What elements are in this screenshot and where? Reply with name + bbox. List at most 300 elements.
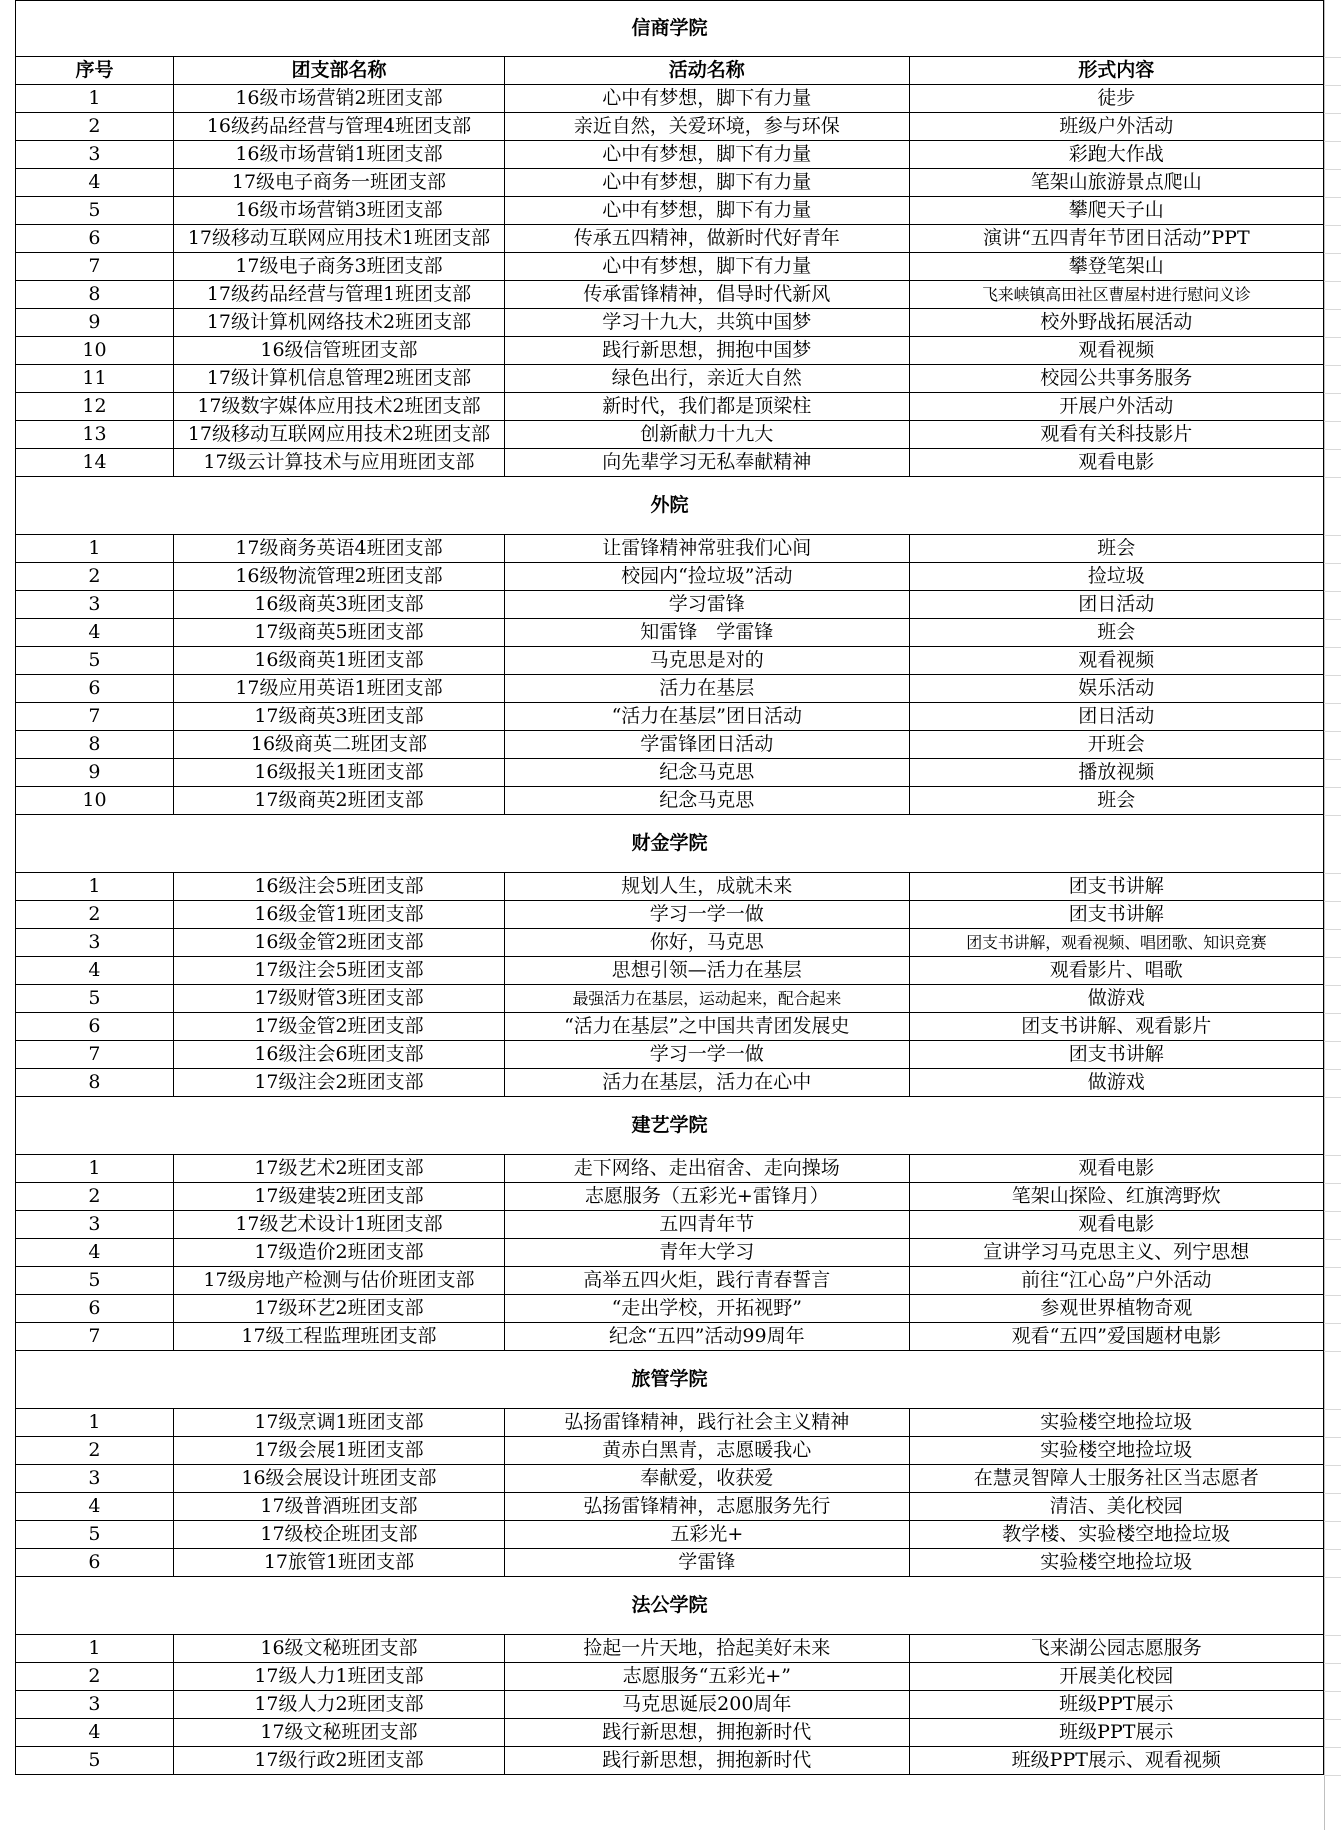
table-row: [16, 929, 1324, 957]
branch-name-cell: 17级环艺2班团支部: [173, 1295, 504, 1323]
format-content-cell: 飞来峡镇高田社区曹屋村进行慰问义诊: [909, 281, 1323, 309]
table-row: [16, 141, 1324, 169]
row-index-cell: 12: [16, 393, 174, 421]
row-index-cell: 13: [16, 421, 174, 449]
sheet-gridline: [1324, 1493, 1341, 1494]
format-content-cell: 观看影片、唱歌: [909, 957, 1323, 985]
activity-name-cell: 践行新思想，拥抱中国梦: [505, 337, 910, 365]
sheet-gridline: [1324, 1465, 1341, 1466]
activity-name-cell: 创新献力十九大: [505, 421, 910, 449]
format-content-cell: 攀爬天子山: [909, 197, 1323, 225]
activity-name-cell: 知雷锋 学雷锋: [505, 619, 910, 647]
row-index-cell: 6: [16, 675, 174, 703]
sheet-gridline: [1324, 1691, 1341, 1692]
row-index-cell: 3: [16, 141, 174, 169]
header-row: [16, 57, 1324, 85]
table-row: [16, 591, 1324, 619]
activity-name-cell: 志愿服务（五彩光+雷锋月）: [505, 1183, 910, 1211]
format-content-cell: 在慧灵智障人士服务社区当志愿者: [909, 1465, 1323, 1493]
sheet-gridline: [1324, 113, 1341, 114]
branch-name-cell: 17级移动互联网应用技术2班团支部: [173, 421, 504, 449]
table-row: [16, 1323, 1324, 1351]
sheet-gridline: [1324, 1211, 1341, 1212]
table-row: [16, 1267, 1324, 1295]
format-content-cell: 前往“江心岛”户外活动: [909, 1267, 1323, 1295]
sheet-gridline: [1324, 1663, 1341, 1664]
format-content-cell: 开展美化校园: [909, 1663, 1323, 1691]
table-row: [16, 901, 1324, 929]
activity-name-cell: 心中有梦想，脚下有力量: [505, 253, 910, 281]
activity-name-cell: 马克思诞辰200周年: [505, 1691, 910, 1719]
branch-name-cell: 17级财管3班团支部: [173, 985, 504, 1013]
activity-name-cell: 纪念马克思: [505, 787, 910, 815]
format-content-cell: 观看有关科技影片: [909, 421, 1323, 449]
row-index-cell: 2: [16, 1437, 174, 1465]
format-content-cell: 团支书讲解: [909, 1041, 1323, 1069]
activity-name-cell: 校园内“捡垃圾”活动: [505, 563, 910, 591]
sheet-gridline: [1324, 873, 1341, 874]
sheet-gridline: [1324, 253, 1341, 254]
row-index-cell: 5: [16, 1267, 174, 1295]
row-index-cell: 3: [16, 1211, 174, 1239]
sheet-gridline: [1324, 57, 1341, 58]
table-row: [16, 619, 1324, 647]
row-index-cell: 9: [16, 309, 174, 337]
branch-name-cell: 17级金管2班团支部: [173, 1013, 504, 1041]
format-content-cell: 团日活动: [909, 703, 1323, 731]
table-row: [16, 1069, 1324, 1097]
activity-name-cell: 捡起一片天地，拾起美好未来: [505, 1635, 910, 1663]
table-row: [16, 1211, 1324, 1239]
row-index-cell: 6: [16, 1013, 174, 1041]
activity-name-cell: 志愿服务“五彩光+”: [505, 1663, 910, 1691]
row-index-cell: 6: [16, 1549, 174, 1577]
row-index-cell: 7: [16, 1323, 174, 1351]
table-row: [16, 1409, 1324, 1437]
sheet-gridline: [1324, 985, 1341, 986]
row-index-cell: 4: [16, 957, 174, 985]
activity-name-cell: 纪念“五四”活动99周年: [505, 1323, 910, 1351]
activity-name-cell: 亲近自然，关爱环境，参与环保: [505, 113, 910, 141]
sheet-gridline: [1324, 731, 1341, 732]
branch-name-cell: 17级人力2班团支部: [173, 1691, 504, 1719]
activity-name-cell: 五四青年节: [505, 1211, 910, 1239]
format-content-cell: 班级户外活动: [909, 113, 1323, 141]
branch-name-cell: 16级注会6班团支部: [173, 1041, 504, 1069]
table-row: [16, 703, 1324, 731]
column-header: 活动名称: [505, 57, 910, 85]
row-index-cell: 8: [16, 281, 174, 309]
table-row: [16, 281, 1324, 309]
table-row: [16, 1437, 1324, 1465]
sheet-gridline: [1324, 1013, 1341, 1014]
sheet-gridline: [1324, 1183, 1341, 1184]
format-content-cell: 实验楼空地捡垃圾: [909, 1549, 1323, 1577]
branch-name-cell: 17级房地产检测与估价班团支部: [173, 1267, 504, 1295]
sheet-gridline: [1324, 703, 1341, 704]
branch-name-cell: 16级金管2班团支部: [173, 929, 504, 957]
branch-name-cell: 17级普酒班团支部: [173, 1493, 504, 1521]
activity-name-cell: 传承五四精神，做新时代好青年: [505, 225, 910, 253]
sheet-gridline: [1324, 1323, 1341, 1324]
row-index-cell: 2: [16, 901, 174, 929]
branch-name-cell: 17级云计算技术与应用班团支部: [173, 449, 504, 477]
table-row: [16, 1013, 1324, 1041]
branch-name-cell: 16级信管班团支部: [173, 337, 504, 365]
branch-name-cell: 17级注会5班团支部: [173, 957, 504, 985]
format-content-cell: 观看视频: [909, 337, 1323, 365]
section-title-row: [16, 1577, 1324, 1635]
branch-name-cell: 17级数字媒体应用技术2班团支部: [173, 393, 504, 421]
table-row: [16, 1041, 1324, 1069]
activity-name-cell: 你好，马克思: [505, 929, 910, 957]
row-index-cell: 6: [16, 225, 174, 253]
activity-name-cell: 心中有梦想，脚下有力量: [505, 169, 910, 197]
sheet-gridline: [1324, 1409, 1341, 1410]
branch-name-cell: 16级文秘班团支部: [173, 1635, 504, 1663]
column-header: 序号: [16, 57, 174, 85]
sheet-gridline: [1324, 619, 1341, 620]
table-row: [16, 957, 1324, 985]
activity-name-cell: 践行新思想，拥抱新时代: [505, 1747, 910, 1775]
format-content-cell: 清洁、美化校园: [909, 1493, 1323, 1521]
section-title: 信商学院: [16, 1, 1324, 57]
section-title-row: [16, 477, 1324, 535]
section-title: 外院: [16, 477, 1324, 535]
row-index-cell: 9: [16, 759, 174, 787]
branch-name-cell: 16级商英1班团支部: [173, 647, 504, 675]
sheet-gridline: [1324, 563, 1341, 564]
sheet-gridline: [1324, 815, 1341, 816]
sheet-gridline: [1324, 169, 1341, 170]
sheet-gridline: [1324, 1577, 1341, 1578]
activity-table: [15, 0, 1324, 1775]
branch-name-cell: 17级应用英语1班团支部: [173, 675, 504, 703]
activity-name-cell: 马克思是对的: [505, 647, 910, 675]
activity-table-body: [16, 1, 1324, 1775]
sheet-gridline: [1324, 1437, 1341, 1438]
branch-name-cell: 17级商务英语4班团支部: [173, 535, 504, 563]
section-title: 法公学院: [16, 1577, 1324, 1635]
activity-name-cell: 传承雷锋精神，倡导时代新风: [505, 281, 910, 309]
sheet-gridline: [1324, 759, 1341, 760]
row-index-cell: 1: [16, 1635, 174, 1663]
section-title-row: [16, 1097, 1324, 1155]
format-content-cell: 班会: [909, 535, 1323, 563]
activity-name-cell: 新时代，我们都是顶梁柱: [505, 393, 910, 421]
table-row: [16, 985, 1324, 1013]
table-row: [16, 1155, 1324, 1183]
activity-name-cell: 心中有梦想，脚下有力量: [505, 197, 910, 225]
branch-name-cell: 16级商英3班团支部: [173, 591, 504, 619]
activity-name-cell: 向先辈学习无私奉献精神: [505, 449, 910, 477]
format-content-cell: 开班会: [909, 731, 1323, 759]
sheet-gridline: [1324, 477, 1341, 478]
format-content-cell: 团支书讲解: [909, 873, 1323, 901]
sheet-gridline: [1324, 1267, 1341, 1268]
sheet-gridline: [1324, 1041, 1341, 1042]
branch-name-cell: 17级工程监理班团支部: [173, 1323, 504, 1351]
activity-name-cell: 践行新思想，拥抱新时代: [505, 1719, 910, 1747]
sheet-gridline: [1324, 535, 1341, 536]
row-index-cell: 11: [16, 365, 174, 393]
sheet-gridline: [1324, 1239, 1341, 1240]
format-content-cell: 团日活动: [909, 591, 1323, 619]
branch-name-cell: 17级注会2班团支部: [173, 1069, 504, 1097]
activity-name-cell: 学习一学一做: [505, 901, 910, 929]
format-content-cell: 捡垃圾: [909, 563, 1323, 591]
activity-name-cell: 弘扬雷锋精神，志愿服务先行: [505, 1493, 910, 1521]
format-content-cell: 彩跑大作战: [909, 141, 1323, 169]
format-content-cell: 校外野战拓展活动: [909, 309, 1323, 337]
sheet-gridline: [1324, 1719, 1341, 1720]
activity-name-cell: 让雷锋精神常驻我们心间: [505, 535, 910, 563]
section-title-row: [16, 1351, 1324, 1409]
format-content-cell: 班会: [909, 787, 1323, 815]
row-index-cell: 4: [16, 1493, 174, 1521]
activity-name-cell: 学习十九大，共筑中国梦: [505, 309, 910, 337]
table-row: [16, 1747, 1324, 1775]
format-content-cell: 做游戏: [909, 1069, 1323, 1097]
format-content-cell: 班会: [909, 619, 1323, 647]
section-title-row: [16, 815, 1324, 873]
branch-name-cell: 17级艺术设计1班团支部: [173, 1211, 504, 1239]
table-row: [16, 1521, 1324, 1549]
table-row: [16, 421, 1324, 449]
format-content-cell: 娱乐活动: [909, 675, 1323, 703]
table-row: [16, 1719, 1324, 1747]
sheet-gridline: [1324, 591, 1341, 592]
sheet-gridline: [1324, 337, 1341, 338]
format-content-cell: 攀登笔架山: [909, 253, 1323, 281]
format-content-cell: 观看视频: [909, 647, 1323, 675]
branch-name-cell: 17级商英2班团支部: [173, 787, 504, 815]
format-content-cell: 飞来湖公园志愿服务: [909, 1635, 1323, 1663]
format-content-cell: 团支书讲解，观看视频、唱团歌、知识竞赛: [909, 929, 1323, 957]
activity-name-cell: 学习雷锋: [505, 591, 910, 619]
sheet-gridline: [1324, 1295, 1341, 1296]
format-content-cell: 徒步: [909, 85, 1323, 113]
format-content-cell: 观看电影: [909, 1211, 1323, 1239]
branch-name-cell: 17级造价2班团支部: [173, 1239, 504, 1267]
table-row: [16, 1465, 1324, 1493]
sheet-gridline: [1324, 675, 1341, 676]
activity-name-cell: 学习一学一做: [505, 1041, 910, 1069]
format-content-cell: 开展户外活动: [909, 393, 1323, 421]
row-index-cell: 3: [16, 1465, 174, 1493]
branch-name-cell: 16级药品经营与管理4班团支部: [173, 113, 504, 141]
activity-name-cell: 青年大学习: [505, 1239, 910, 1267]
format-content-cell: 观看电影: [909, 1155, 1323, 1183]
row-index-cell: 3: [16, 591, 174, 619]
branch-name-cell: 17级文秘班团支部: [173, 1719, 504, 1747]
sheet-gridline: [1324, 281, 1341, 282]
row-index-cell: 2: [16, 563, 174, 591]
table-row: [16, 873, 1324, 901]
activity-name-cell: 活力在基层，活力在心中: [505, 1069, 910, 1097]
row-index-cell: 1: [16, 873, 174, 901]
table-row: [16, 449, 1324, 477]
branch-name-cell: 16级市场营销2班团支部: [173, 85, 504, 113]
activity-name-cell: 绿色出行，亲近大自然: [505, 365, 910, 393]
row-index-cell: 5: [16, 647, 174, 675]
sheet-gridline: [1324, 957, 1341, 958]
row-index-cell: 4: [16, 1239, 174, 1267]
branch-name-cell: 17级药品经营与管理1班团支部: [173, 281, 504, 309]
branch-name-cell: 17级商英3班团支部: [173, 703, 504, 731]
table-row: [16, 731, 1324, 759]
branch-name-cell: 16级商英二班团支部: [173, 731, 504, 759]
activity-name-cell: 高举五四火炬，践行青春誓言: [505, 1267, 910, 1295]
sheet-gridline: [1324, 393, 1341, 394]
row-index-cell: 10: [16, 337, 174, 365]
format-content-cell: 校园公共事务服务: [909, 365, 1323, 393]
section-title: 财金学院: [16, 815, 1324, 873]
format-content-cell: 观看电影: [909, 449, 1323, 477]
table-row: [16, 563, 1324, 591]
sheet-gridline: [1324, 365, 1341, 366]
row-index-cell: 1: [16, 535, 174, 563]
table-row: [16, 225, 1324, 253]
row-index-cell: 4: [16, 169, 174, 197]
branch-name-cell: 17级会展1班团支部: [173, 1437, 504, 1465]
branch-name-cell: 17级电子商务3班团支部: [173, 253, 504, 281]
table-row: [16, 1493, 1324, 1521]
sheet-gridline: [1324, 1549, 1341, 1550]
activity-name-cell: 最强活力在基层，运动起来，配合起来: [505, 985, 910, 1013]
branch-name-cell: 17级移动互联网应用技术1班团支部: [173, 225, 504, 253]
sheet-gridline: [1324, 787, 1341, 788]
row-index-cell: 6: [16, 1295, 174, 1323]
branch-name-cell: 17旅管1班团支部: [173, 1549, 504, 1577]
table-row: [16, 337, 1324, 365]
row-index-cell: 3: [16, 1691, 174, 1719]
activity-name-cell: 规划人生，成就未来: [505, 873, 910, 901]
branch-name-cell: 16级物流管理2班团支部: [173, 563, 504, 591]
branch-name-cell: 17级计算机网络技术2班团支部: [173, 309, 504, 337]
column-header: 团支部名称: [173, 57, 504, 85]
table-row: [16, 535, 1324, 563]
table-row: [16, 787, 1324, 815]
format-content-cell: 实验楼空地捡垃圾: [909, 1437, 1323, 1465]
format-content-cell: 团支书讲解、观看影片: [909, 1013, 1323, 1041]
activity-name-cell: 活力在基层: [505, 675, 910, 703]
sheet-gridline: [1324, 1097, 1341, 1098]
activity-name-cell: 心中有梦想，脚下有力量: [505, 141, 910, 169]
activity-name-cell: 思想引领—活力在基层: [505, 957, 910, 985]
format-content-cell: 参观世界植物奇观: [909, 1295, 1323, 1323]
sheet-gridline: [1324, 449, 1341, 450]
activity-name-cell: 弘扬雷锋精神，践行社会主义精神: [505, 1409, 910, 1437]
row-index-cell: 2: [16, 113, 174, 141]
row-index-cell: 1: [16, 85, 174, 113]
row-index-cell: 5: [16, 1521, 174, 1549]
row-index-cell: 5: [16, 1747, 174, 1775]
sheet-gridline: [1324, 421, 1341, 422]
activity-name-cell: 纪念马克思: [505, 759, 910, 787]
activity-name-cell: 学雷锋: [505, 1549, 910, 1577]
sheet-gridline: [1324, 1747, 1341, 1748]
table-row: [16, 1635, 1324, 1663]
format-content-cell: 观看“五四”爱国题材电影: [909, 1323, 1323, 1351]
format-content-cell: 实验楼空地捡垃圾: [909, 1409, 1323, 1437]
table-row: [16, 1239, 1324, 1267]
format-content-cell: 团支书讲解: [909, 901, 1323, 929]
table-row: [16, 675, 1324, 703]
sheet-gridline: [1324, 1069, 1341, 1070]
table-row: [16, 309, 1324, 337]
sheet-gridline: [1324, 141, 1341, 142]
table-row: [16, 365, 1324, 393]
row-index-cell: 8: [16, 731, 174, 759]
table-row: [16, 1663, 1324, 1691]
table-row: [16, 393, 1324, 421]
row-index-cell: 4: [16, 619, 174, 647]
row-index-cell: 4: [16, 1719, 174, 1747]
branch-name-cell: 16级市场营销3班团支部: [173, 197, 504, 225]
format-content-cell: 演讲“五四青年节团日活动”PPT: [909, 225, 1323, 253]
branch-name-cell: 17级电子商务一班团支部: [173, 169, 504, 197]
activity-name-cell: 学雷锋团日活动: [505, 731, 910, 759]
branch-name-cell: 17级行政2班团支部: [173, 1747, 504, 1775]
branch-name-cell: 16级市场营销1班团支部: [173, 141, 504, 169]
sheet-gridline: [1324, 647, 1341, 648]
activity-name-cell: 走下网络、走出宿舍、走向操场: [505, 1155, 910, 1183]
table-row: [16, 647, 1324, 675]
branch-name-cell: 16级注会5班团支部: [173, 873, 504, 901]
sheet-gridline: [1324, 1521, 1341, 1522]
row-index-cell: 5: [16, 985, 174, 1013]
row-index-cell: 3: [16, 929, 174, 957]
activity-name-cell: 黄赤白黑青，志愿暖我心: [505, 1437, 910, 1465]
branch-name-cell: 17级建装2班团支部: [173, 1183, 504, 1211]
row-index-cell: 7: [16, 703, 174, 731]
format-content-cell: 宣讲学习马克思主义、列宁思想: [909, 1239, 1323, 1267]
activity-name-cell: “活力在基层”之中国共青团发展史: [505, 1013, 910, 1041]
column-header: 形式内容: [909, 57, 1323, 85]
format-content-cell: 班级PPT展示: [909, 1691, 1323, 1719]
activity-name-cell: 奉献爱，收获爱: [505, 1465, 910, 1493]
row-index-cell: 8: [16, 1069, 174, 1097]
table-row: [16, 1691, 1324, 1719]
row-index-cell: 10: [16, 787, 174, 815]
section-title: 旅管学院: [16, 1351, 1324, 1409]
sheet-gridline: [1324, 901, 1341, 902]
branch-name-cell: 17级艺术2班团支部: [173, 1155, 504, 1183]
row-index-cell: 2: [16, 1663, 174, 1691]
activity-name-cell: “活力在基层”团日活动: [505, 703, 910, 731]
activity-name-cell: 五彩光+: [505, 1521, 910, 1549]
sheet-gridline: [1324, 85, 1341, 86]
branch-name-cell: 17级校企班团支部: [173, 1521, 504, 1549]
table-row: [16, 113, 1324, 141]
format-content-cell: 教学楼、实验楼空地捡垃圾: [909, 1521, 1323, 1549]
format-content-cell: 班级PPT展示: [909, 1719, 1323, 1747]
branch-name-cell: 17级烹调1班团支部: [173, 1409, 504, 1437]
sheet-gridline: [1324, 1635, 1341, 1636]
activity-name-cell: “走出学校，开拓视野”: [505, 1295, 910, 1323]
sheet-gridline: [1324, 929, 1341, 930]
branch-name-cell: 17级商英5班团支部: [173, 619, 504, 647]
row-index-cell: 14: [16, 449, 174, 477]
table-row: [16, 1295, 1324, 1323]
branch-name-cell: 17级人力1班团支部: [173, 1663, 504, 1691]
row-index-cell: 7: [16, 253, 174, 281]
table-row: [16, 1183, 1324, 1211]
format-content-cell: 笔架山旅游景点爬山: [909, 169, 1323, 197]
sheet-gridline: [1324, 1775, 1341, 1776]
row-index-cell: 7: [16, 1041, 174, 1069]
